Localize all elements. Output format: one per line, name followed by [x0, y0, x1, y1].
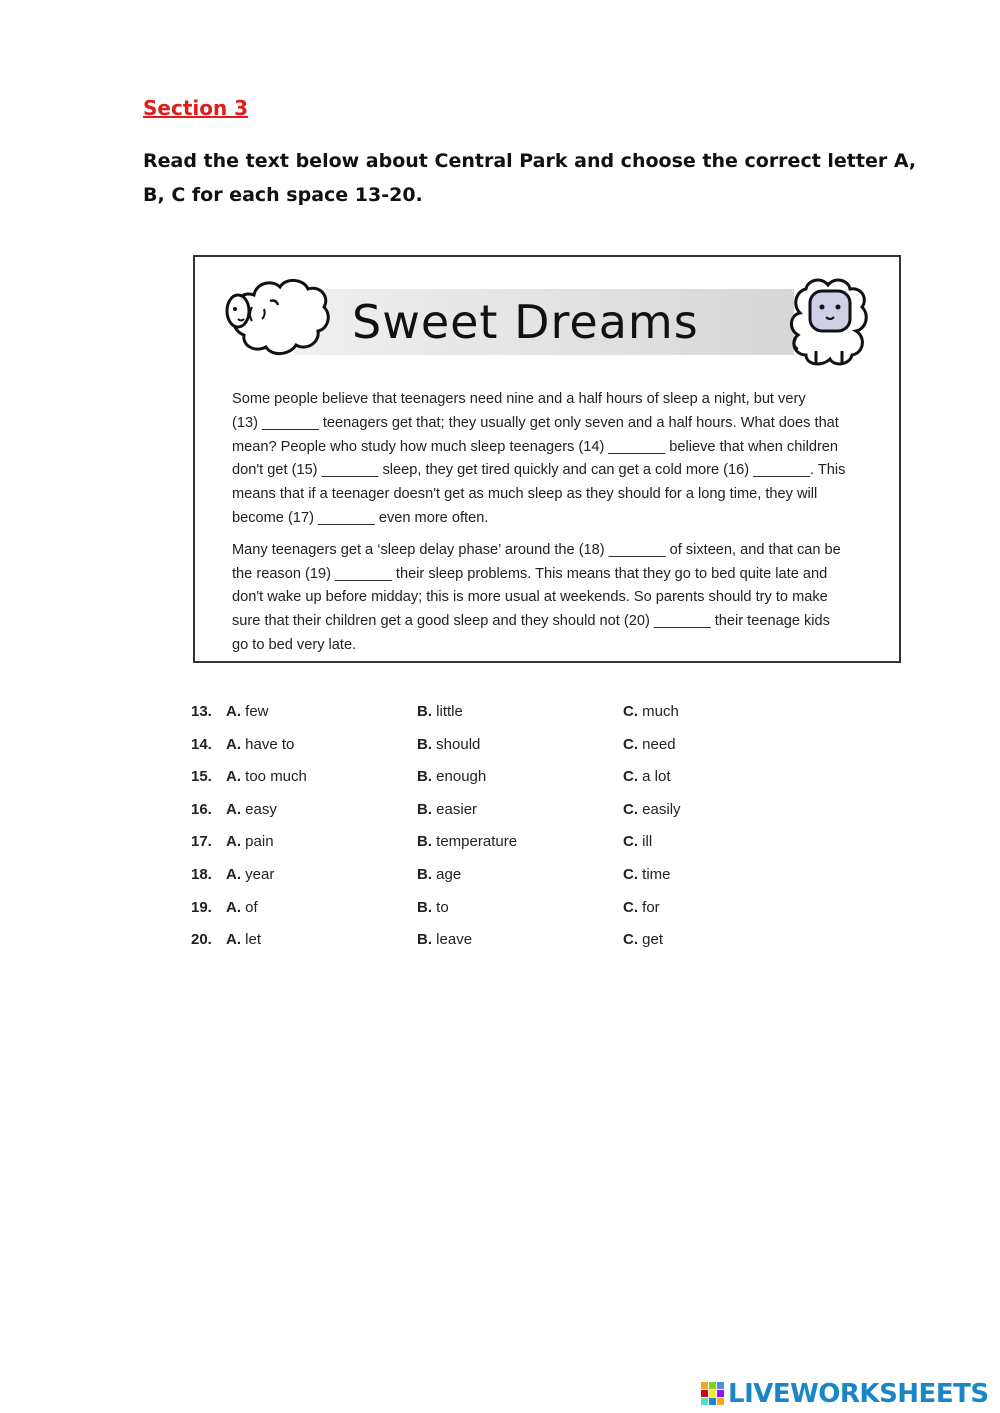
option-b[interactable] — [417, 899, 449, 916]
option-c[interactable] — [623, 899, 660, 916]
option-text: should — [436, 735, 481, 753]
option-c[interactable] — [623, 703, 679, 720]
option-text: get — [642, 931, 664, 949]
option-letter: B. — [417, 703, 432, 720]
option-letter: B. — [417, 898, 432, 916]
option-text: need — [642, 735, 676, 753]
option-text: pain — [245, 833, 274, 851]
passage-line: don't wake up before midday; this is more usual at weekends. So parents should try to make — [232, 589, 828, 606]
question-row — [191, 736, 751, 769]
option-b[interactable] — [417, 931, 472, 948]
option-a[interactable] — [226, 866, 274, 883]
banner-title: Sweet Dreams — [352, 295, 699, 349]
options-list — [191, 703, 751, 964]
option-letter: B. — [417, 735, 432, 753]
option-c[interactable] — [623, 768, 671, 785]
option-letter: C. — [623, 800, 638, 818]
passage-line: Many teenagers get a ‘sleep delay phase’ around the (18) _______ of sixteen, and that can be — [232, 541, 841, 558]
option-c[interactable] — [623, 866, 671, 883]
option-text: let — [245, 931, 262, 949]
option-letter: A. — [226, 865, 241, 883]
question-number: 14. — [191, 735, 212, 753]
section-title: Section 3 — [143, 96, 249, 120]
paragraph-2 — [232, 539, 882, 658]
question-number: 15. — [191, 768, 212, 786]
option-text: temperature — [436, 833, 518, 851]
option-text: easily — [642, 800, 681, 818]
option-text: few — [245, 703, 269, 720]
option-letter: C. — [623, 865, 638, 883]
question-number: 17. — [191, 833, 212, 851]
option-a[interactable] — [226, 801, 277, 818]
option-letter: B. — [417, 833, 432, 851]
sheep-left-icon — [224, 275, 334, 365]
option-letter: B. — [417, 800, 432, 818]
option-c[interactable] — [623, 801, 681, 818]
option-text: ill — [642, 833, 653, 851]
option-text: of — [245, 898, 258, 916]
option-c[interactable] — [623, 833, 652, 850]
passage-box — [193, 255, 901, 663]
logo-text: LIVEWORKSHEETS — [728, 1379, 989, 1409]
option-a[interactable] — [226, 899, 258, 916]
option-text: for — [642, 898, 660, 916]
option-a[interactable] — [226, 931, 261, 948]
passage-line: sure that their children get a good sleep and they should not (20) _______ their teenage kids — [232, 613, 830, 630]
passage-line: the reason (19) _______ their sleep problems. This means that they go to bed quite late and — [232, 565, 828, 582]
question-row — [191, 931, 751, 964]
option-letter: C. — [623, 898, 638, 916]
logo-blocks-icon — [700, 1381, 726, 1407]
passage-line: means that if a teenager doesn't get as much sleep as they should for a long time, they will — [232, 486, 818, 503]
option-a[interactable] — [226, 736, 294, 753]
question-row — [191, 833, 751, 866]
question-number: 16. — [191, 800, 212, 818]
option-text: to — [436, 898, 449, 916]
option-text: too much — [245, 768, 307, 786]
option-letter: C. — [623, 931, 638, 949]
question-row — [191, 768, 751, 801]
option-b[interactable] — [417, 801, 477, 818]
question-row — [191, 703, 751, 736]
option-letter: B. — [417, 768, 432, 786]
option-letter: C. — [623, 735, 638, 753]
option-letter: A. — [226, 703, 241, 720]
option-text: have to — [245, 735, 295, 753]
question-number: 19. — [191, 898, 212, 916]
passage-line: Some people believe that teenagers need nine and a half hours of sleep a night, but very — [232, 391, 806, 407]
option-letter: A. — [226, 898, 241, 916]
option-text: easy — [245, 800, 277, 818]
option-text: easier — [436, 800, 478, 818]
option-letter: C. — [623, 833, 638, 851]
option-letter: A. — [226, 833, 241, 851]
question-number: 13. — [191, 703, 212, 720]
option-letter: C. — [623, 768, 638, 786]
option-letter: A. — [226, 931, 241, 949]
option-b[interactable] — [417, 703, 463, 720]
option-b[interactable] — [417, 736, 480, 753]
option-text: leave — [436, 931, 473, 949]
option-a[interactable] — [226, 833, 274, 850]
option-c[interactable] — [623, 736, 676, 753]
option-b[interactable] — [417, 833, 517, 850]
banner — [224, 275, 872, 369]
question-number: 20. — [191, 931, 212, 949]
instructions: Read the text below about Central Park and choose the correct letter A, B, C for each space 13-20. — [143, 150, 917, 206]
option-letter: A. — [226, 735, 241, 753]
option-b[interactable] — [417, 768, 486, 785]
option-b[interactable] — [417, 866, 461, 883]
option-text: time — [642, 865, 671, 883]
option-text: a lot — [642, 768, 671, 786]
question-row — [191, 866, 751, 899]
option-text: little — [436, 703, 463, 720]
option-letter: B. — [417, 931, 432, 949]
passage-line: (13) _______ teenagers get that; they usually get only seven and a half hours. What does that — [232, 414, 839, 431]
passage-line: go to bed very late. — [232, 636, 357, 653]
option-text: much — [642, 703, 679, 720]
option-text: year — [245, 865, 275, 883]
question-row — [191, 801, 751, 834]
paragraph-1 — [232, 388, 882, 531]
option-letter: A. — [226, 768, 241, 786]
option-c[interactable] — [623, 931, 663, 948]
passage — [232, 388, 882, 666]
option-letter: A. — [226, 800, 241, 818]
option-a[interactable] — [226, 768, 307, 785]
option-a[interactable] — [226, 703, 269, 720]
passage-line: don't get (15) _______ sleep, they get tired quickly and can get a cold more (16) _______. This — [232, 462, 846, 479]
question-number: 18. — [191, 865, 212, 883]
passage-line: mean? People who study how much sleep teenagers (14) _______ believe that when children — [232, 438, 839, 455]
sheep-right-icon — [786, 275, 872, 369]
passage-line: become (17) _______ even more often. — [232, 509, 489, 526]
question-row — [191, 899, 751, 932]
option-letter: C. — [623, 703, 638, 720]
option-letter: B. — [417, 865, 432, 883]
option-text: enough — [436, 768, 487, 786]
option-text: age — [436, 865, 462, 883]
liveworksheets-logo — [700, 1378, 989, 1410]
